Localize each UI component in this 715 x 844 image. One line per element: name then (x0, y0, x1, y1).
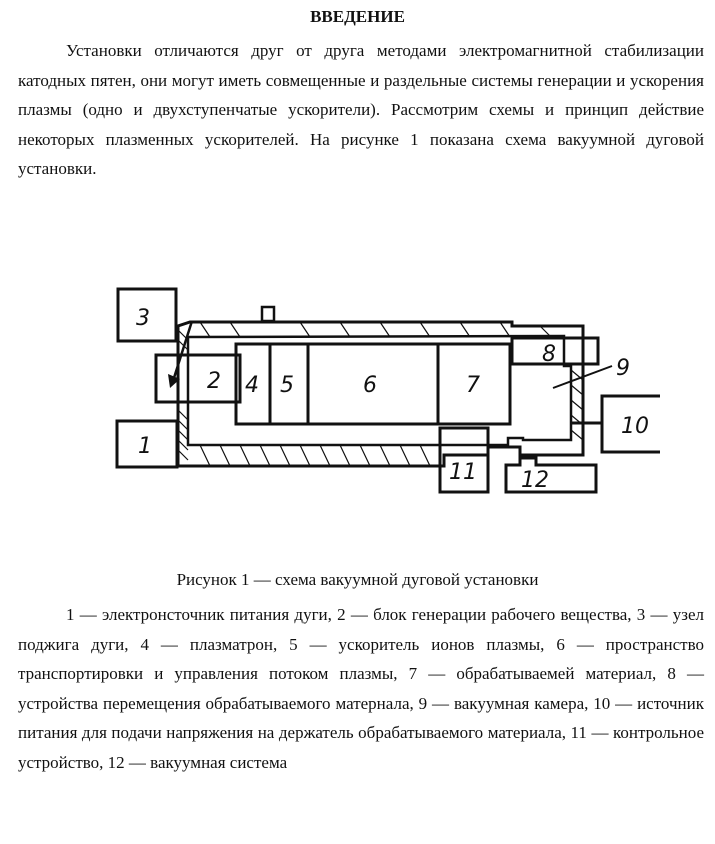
vacuum-system-box (506, 458, 596, 492)
label-6: 6 (363, 373, 377, 398)
label-9: 9 (616, 356, 630, 381)
vacuum-arc-installation-diagram (100, 270, 660, 560)
label-7: 7 (466, 373, 480, 398)
document-title: ВВЕДЕНИЕ (310, 7, 405, 26)
label-5: 5 (280, 373, 294, 398)
label-3: 3 (136, 306, 150, 331)
label-12: 12 (521, 468, 549, 493)
figure-caption: Рисунок 1 — схема вакуумной дуговой установки (176, 570, 539, 589)
legend-paragraph: 1 — электронсточник питания дуги, 2 — блок генерации рабочего вещества, 3 — узел поджига дуги, 4 — плазматрон, 5 — ускоритель ионов плазмы, 6 — пространство транспортировки и управления потоком плазмы, 7 — обрабатываемей материал, 8 — устройства перемещения обрабатываемого матернала, 9 — вакуумная камера, 10 — источник питания для подачи напряжения на держатель обрабатываемого материала, 11 — контрольное устройство, 12 — вакуумная система (18, 605, 704, 772)
label-10: 10 (621, 414, 649, 439)
label-2: 2 (207, 369, 221, 394)
working-substance-block (156, 355, 240, 402)
label-4: 4 (245, 373, 259, 398)
label-8: 8 (542, 342, 556, 367)
label-11: 11 (449, 460, 477, 485)
intro-paragraph: Установки отличаются друг от друга методами электромагнитной стабилизации катодных пятен, они могут иметь совмещенные и раздельные системы генерации и ускорения плазмы (одно и двухступенчатые ускорители). Рассмотрим схемы и принцип действие некоторых плазменных ускорителей. На рисунке 1 показана схема вакуумной дуговой установки. (18, 41, 704, 178)
label-1: 1 (138, 434, 152, 459)
chamber-port (262, 307, 274, 321)
